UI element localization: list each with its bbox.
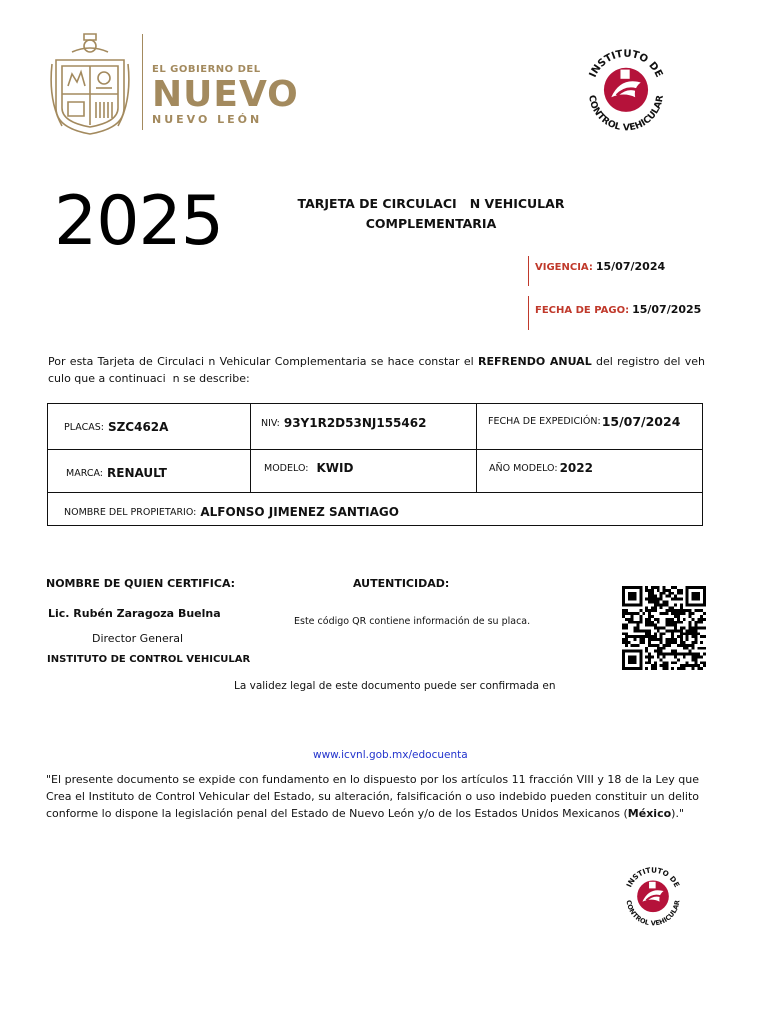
fecha-expedicion-label: FECHA DE EXPEDICIÓN: (488, 415, 601, 427)
title-line1: TARJETA DE CIRCULACI N VEHICULAR (297, 196, 565, 211)
gobierno-nuevo-leon-wordmark (152, 64, 299, 126)
vigencia-label: VIGENCIA: (535, 262, 593, 273)
edocuenta-link[interactable]: www.icvnl.gob.mx/edocuenta (313, 749, 468, 761)
placas-value: SZC462A (107, 420, 169, 434)
gov-logo-line2: NUEVO (152, 74, 299, 115)
legal-text-1: "El presente documento se expide con fundamento en lo dispuesto por los artículos 11 fracción VIII y 18 de la Ley que Crea el Instituto de Control Vehicular del Estado, su alteración, falsificación o uso indebido pueden constituir un delito conforme lo dispone la legislación penal del Estado de Nuevo León y/o de los Estados Unidos Mexicanos ( (46, 773, 699, 820)
fecha-expedicion-value: 15/07/2024 (601, 413, 681, 429)
signer-name: Lic. Rubén Zaragoza Buelna (48, 607, 221, 620)
propietario-cell (64, 501, 399, 523)
fecha-pago-label: FECHA DE PAGO: (535, 305, 630, 316)
icv-logo-top-text: INSTITUTO DE (587, 48, 665, 80)
fecha-expedicion-cell (488, 408, 680, 434)
marca-value: RENAULT (107, 466, 167, 480)
icv-logo-bottom-text: CONTROL VEHICULAR (586, 94, 666, 134)
year: 2025 (54, 182, 224, 261)
vigencia-row (528, 256, 665, 286)
gov-logo-line1: EL GOBIERNO DEL (152, 64, 261, 75)
icv-logo-footer-bottom-text: CONTROL VEHICULAR (624, 899, 682, 928)
vehicle-table (47, 403, 703, 526)
anio-modelo-label: AÑO MODELO: (489, 462, 558, 474)
legal-bold: México (627, 807, 672, 820)
anio-modelo-cell (489, 455, 593, 481)
placas-cell (64, 414, 168, 440)
marca-label: MARCA: (66, 467, 103, 479)
signer-organization: INSTITUTO DE CONTROL VEHICULAR (47, 654, 251, 665)
niv-value: 93Y1R2D53NJ155462 (283, 416, 427, 430)
modelo-cell (264, 455, 353, 481)
intro-paragraph (48, 353, 709, 387)
legal-paragraph (46, 771, 699, 822)
qr-note: Este código QR contiene información de su placa. (294, 616, 531, 627)
certifica-header: NOMBRE DE QUIEN CERTIFICA: (46, 577, 236, 590)
icv-logo-footer-top-text: INSTITUTO DE (624, 865, 682, 889)
title-line2: COMPLEMENTARIA (365, 216, 497, 231)
anio-modelo-value: 2022 (559, 461, 593, 475)
qr-code-icon[interactable] (620, 586, 708, 670)
marca-cell (66, 460, 167, 486)
signer-role: Director General (92, 632, 184, 645)
modelo-label: MODELO: (264, 462, 309, 474)
intro-text-2: del registro del veh culo que a continuaci n se describe: (48, 355, 709, 385)
modelo-value: KWID (316, 461, 354, 475)
fecha-pago-value: 15/07/2025 (632, 303, 702, 316)
autenticidad-header: AUTENTICIDAD: (353, 577, 450, 590)
fecha-pago-row (528, 296, 701, 330)
intro-text-1: Por esta Tarjeta de Circulaci n Vehicular Complementaria se hace constar el (48, 355, 479, 368)
coat-of-arms-icon (50, 30, 130, 138)
validity-note: La validez legal de este documento puede ser confirmada en (234, 680, 556, 692)
intro-bold: REFRENDO ANUAL (478, 355, 592, 368)
document-title (296, 194, 566, 234)
niv-label: NIV: (261, 417, 280, 429)
placas-label: PLACAS: (64, 421, 104, 433)
legal-text-2: )." (671, 807, 685, 820)
gov-logo-line3: NUEVO LEÓN (152, 113, 263, 126)
icv-logo (580, 42, 672, 134)
icv-logo-footer (620, 862, 686, 928)
propietario-value: ALFONSO JIMENEZ SANTIAGO (200, 505, 399, 519)
propietario-label: NOMBRE DEL PROPIETARIO: (64, 506, 197, 518)
vigencia-value: 15/07/2024 (595, 260, 666, 273)
niv-cell (261, 410, 426, 436)
